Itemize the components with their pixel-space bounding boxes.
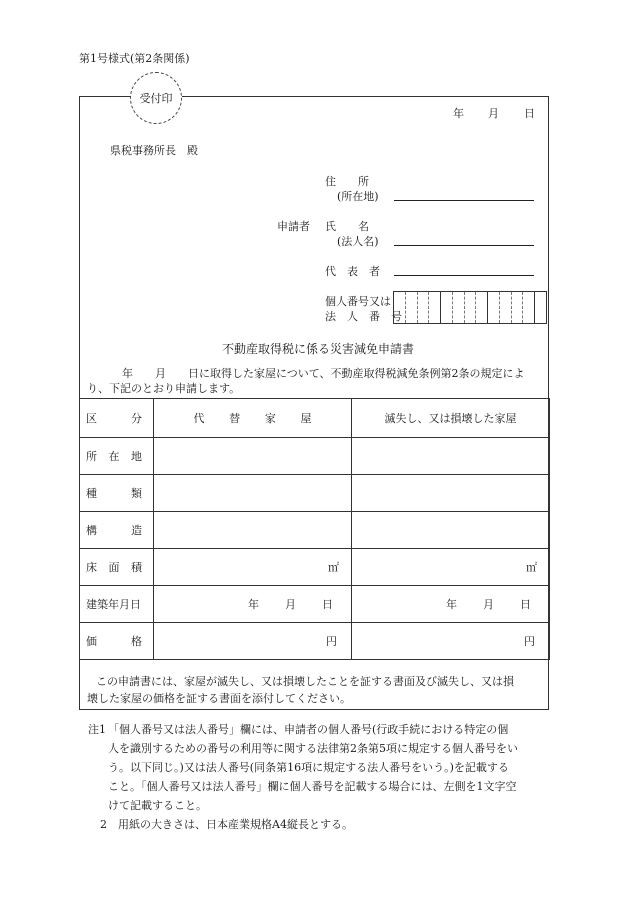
table-row [80,586,550,623]
name-sub-label: (法人名) [337,235,379,248]
attachment-note-line-1: この申請書には、家屋が滅失し、又は損壊したことを証する書面及び滅失し、又は損 [96,675,514,688]
date-year: 年 [453,107,464,120]
form-number: 第1号様式(第2条関係) [79,52,190,65]
note-1-prefix: 注1 [88,723,106,736]
name-label: 氏 名 [325,220,369,233]
replacement-type-cell[interactable] [154,475,352,512]
note-1-line: 人を識別するための番号の利用等に関する法律第2条第5項に規定する個人番号をい [108,742,518,755]
date-day: 日 [524,107,535,120]
id-number-label-2: 法 人 番 号 [325,310,402,323]
applicant-label: 申請者 [277,220,310,233]
note-1-line: けて記載すること。 [108,799,207,812]
page-title: 不動産取得税に係る災害減免申請書 [222,342,415,356]
intro-line-1: 年 月 日に取得した家屋について、不動産取得税減免条例第2条の規定によ [122,367,525,380]
intro-line-2: り、下記のとおり申請します。 [87,382,241,395]
attachment-note-line-2: 壊した家屋の価格を証する書面を添付してください。 [87,692,351,705]
table-row [80,623,550,660]
row-label-location: 所 在 地 [80,438,154,475]
row-label-build-date: 建築年月日 [80,586,154,623]
table-row [80,475,550,512]
header-category: 区 分 [80,399,154,438]
note-1-line: 「個人番号又は法人番号」欄には、申請者の個人番号(行政手続における特定の個 [108,723,509,736]
area-unit: ㎡ [526,561,537,574]
addressee: 県税事務所長 殿 [110,144,198,157]
representative-label: 代 表 者 [325,265,380,278]
table-header-row [80,399,550,438]
replacement-price-cell[interactable] [154,623,352,660]
note-1-line: こと。「個人番号又は法人番号」欄に個人番号を記載する場合には、左側を1文字空 [108,780,517,793]
lost-build-date-cell[interactable]: 年 月 日 [352,586,550,623]
table-row [80,438,550,475]
replacement-build-date-cell[interactable]: 年 月 日 [154,586,352,623]
date-month: 月 [488,107,499,120]
replacement-location-cell[interactable] [154,438,352,475]
area-unit: ㎡ [328,561,339,574]
table-row [80,512,550,549]
replacement-floor-area-cell[interactable] [154,549,352,586]
note-1-line: う。以下同じ。)又は法人番号(同条第16項に規定する法人番号をいう。)を記載する [108,761,509,774]
lost-floor-area-cell[interactable] [352,549,550,586]
note-2-text: 用紙の大きさは、日本産業規格A4縦長とする。 [118,818,353,831]
price-unit: 円 [524,635,535,648]
lost-structure-cell[interactable] [352,512,550,549]
row-label-structure: 構 造 [80,512,154,549]
price-unit: 円 [326,635,337,648]
table-row [80,549,550,586]
lost-location-cell[interactable] [352,438,550,475]
header-lost-house: 滅失し、又は損壊した家屋 [352,399,550,438]
reception-stamp [130,72,182,124]
note-2-prefix: 2 [100,818,107,831]
address-field[interactable] [394,200,534,201]
lost-price-cell[interactable] [352,623,550,660]
reception-stamp-label: 受付印 [139,92,173,105]
replacement-structure-cell[interactable] [154,512,352,549]
row-label-floor-area: 床 面 積 [80,549,154,586]
row-label-type: 種 類 [80,475,154,512]
address-sub-label: (所在地) [337,190,379,203]
house-details-table [79,398,550,660]
row-label-price: 価 格 [80,623,154,660]
name-field[interactable] [394,245,534,246]
address-label: 住 所 [325,175,369,188]
id-number-boxes[interactable] [393,291,547,324]
lost-type-cell[interactable] [352,475,550,512]
representative-field[interactable] [394,275,534,276]
header-replacement-house: 代 替 家 屋 [154,399,352,438]
id-number-label-1: 個人番号又は [325,295,391,308]
